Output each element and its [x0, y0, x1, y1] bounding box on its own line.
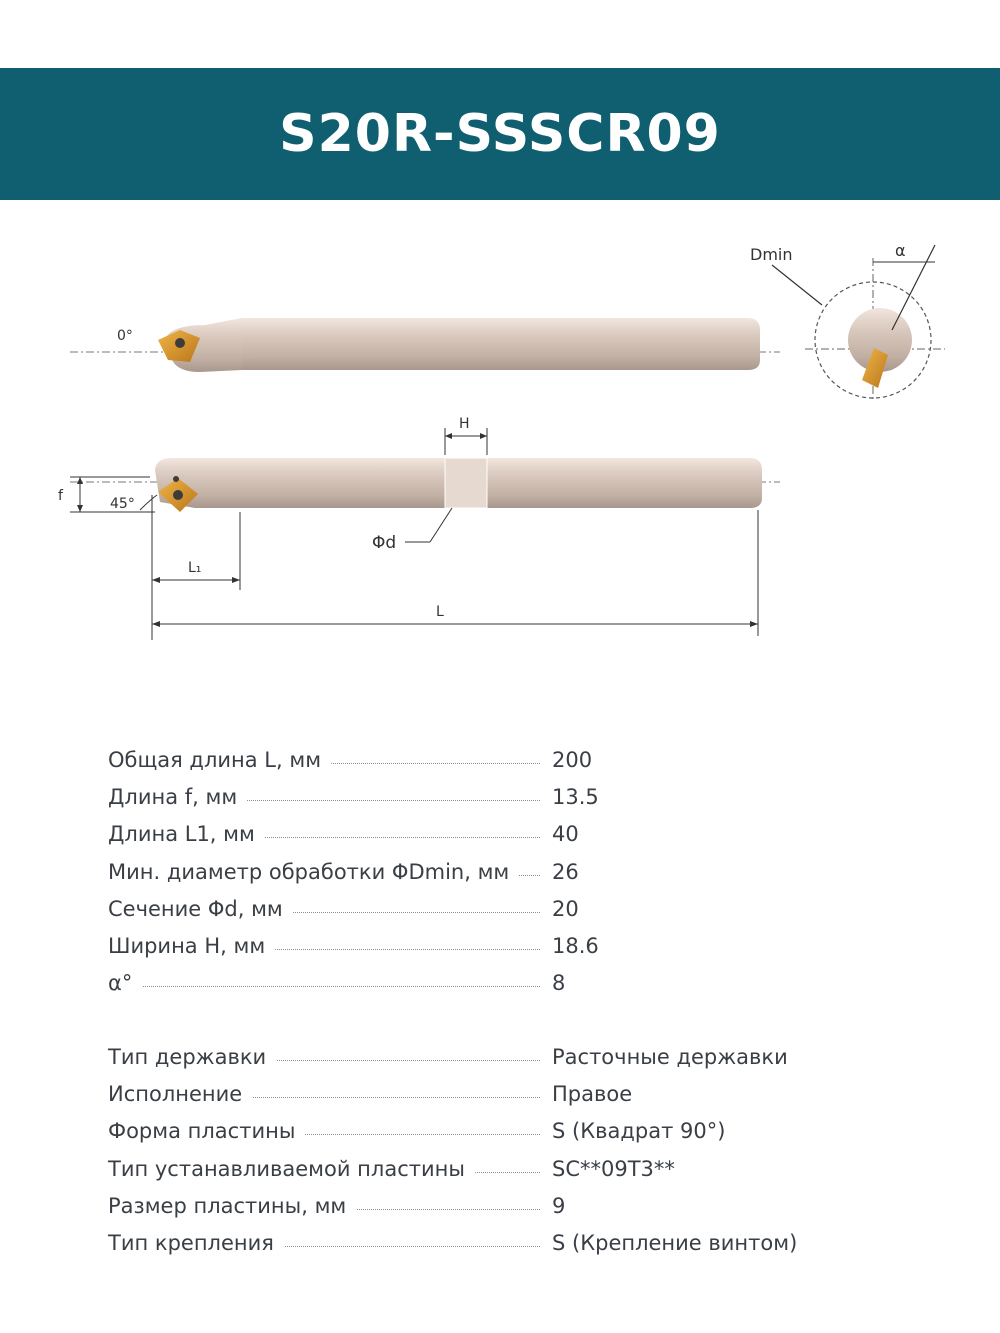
spec-row — [108, 1228, 868, 1258]
end-view — [772, 245, 945, 400]
spec-label: Общая длина L, мм — [108, 745, 331, 775]
spec-row — [108, 1116, 868, 1146]
spec-value: 9 — [552, 1193, 566, 1218]
spec-value: Правое — [552, 1082, 633, 1107]
spec-label: Тип устанавливаемой пластины — [108, 1154, 475, 1184]
label-alpha: α — [895, 241, 906, 260]
label-dmin: Dmin — [750, 245, 793, 264]
label-f: f — [58, 488, 63, 504]
spec-row — [108, 745, 868, 775]
spec-value: 200 — [552, 748, 593, 772]
spec-label: Длина f, мм — [108, 782, 247, 812]
spec-value: 13.5 — [552, 785, 599, 810]
spec-value: SC**09T3** — [552, 1156, 675, 1181]
spec-label: Тип крепления — [108, 1228, 284, 1258]
spec-label: Ширина H, мм — [108, 931, 275, 961]
dotted-leader — [108, 986, 540, 987]
label-l: L — [436, 604, 444, 620]
tool-top-view — [70, 318, 780, 372]
spec-label: α° — [108, 968, 142, 998]
label-angle-top: 0° — [117, 328, 133, 344]
spec-value: S (Квадрат 90°) — [552, 1119, 726, 1144]
spec-row — [108, 894, 868, 924]
spec-value: Расточные державки — [552, 1045, 788, 1069]
spec-value: 40 — [552, 822, 579, 847]
spec-value: 8 — [552, 971, 566, 996]
label-phi-d: Φd — [372, 533, 397, 553]
spec-row — [108, 1154, 868, 1184]
spec-label: Длина L1, мм — [108, 819, 265, 849]
spec-row — [108, 857, 868, 887]
spec-value: 26 — [552, 859, 579, 884]
label-h: H — [459, 416, 470, 432]
label-l1: L₁ — [188, 560, 202, 576]
spec-value: 20 — [552, 896, 579, 921]
label-angle-45: 45° — [110, 496, 135, 512]
spec-label: Исполнение — [108, 1079, 252, 1109]
spec-row — [108, 819, 868, 849]
tool-side-view — [70, 428, 780, 640]
spec-value: S (Крепление винтом) — [552, 1231, 798, 1255]
spec-row — [108, 1079, 868, 1109]
spec-label: Сечение Φd, мм — [108, 894, 293, 924]
product-title: S20R-SSSCR09 — [279, 104, 721, 164]
spec-row — [108, 1191, 868, 1221]
spec-label: Форма пластины — [108, 1116, 305, 1146]
spec-label: Тип державки — [108, 1042, 276, 1072]
spec-row — [108, 931, 868, 961]
spec-label: Размер пластины, мм — [108, 1191, 356, 1221]
spec-label: Мин. диаметр обработки ΦDmin, мм — [108, 857, 519, 887]
spec-row — [108, 1042, 868, 1072]
technical-drawing — [0, 0, 1000, 660]
spec-row — [108, 968, 868, 998]
spec-value: 18.6 — [552, 934, 599, 958]
spec-row — [108, 782, 868, 812]
